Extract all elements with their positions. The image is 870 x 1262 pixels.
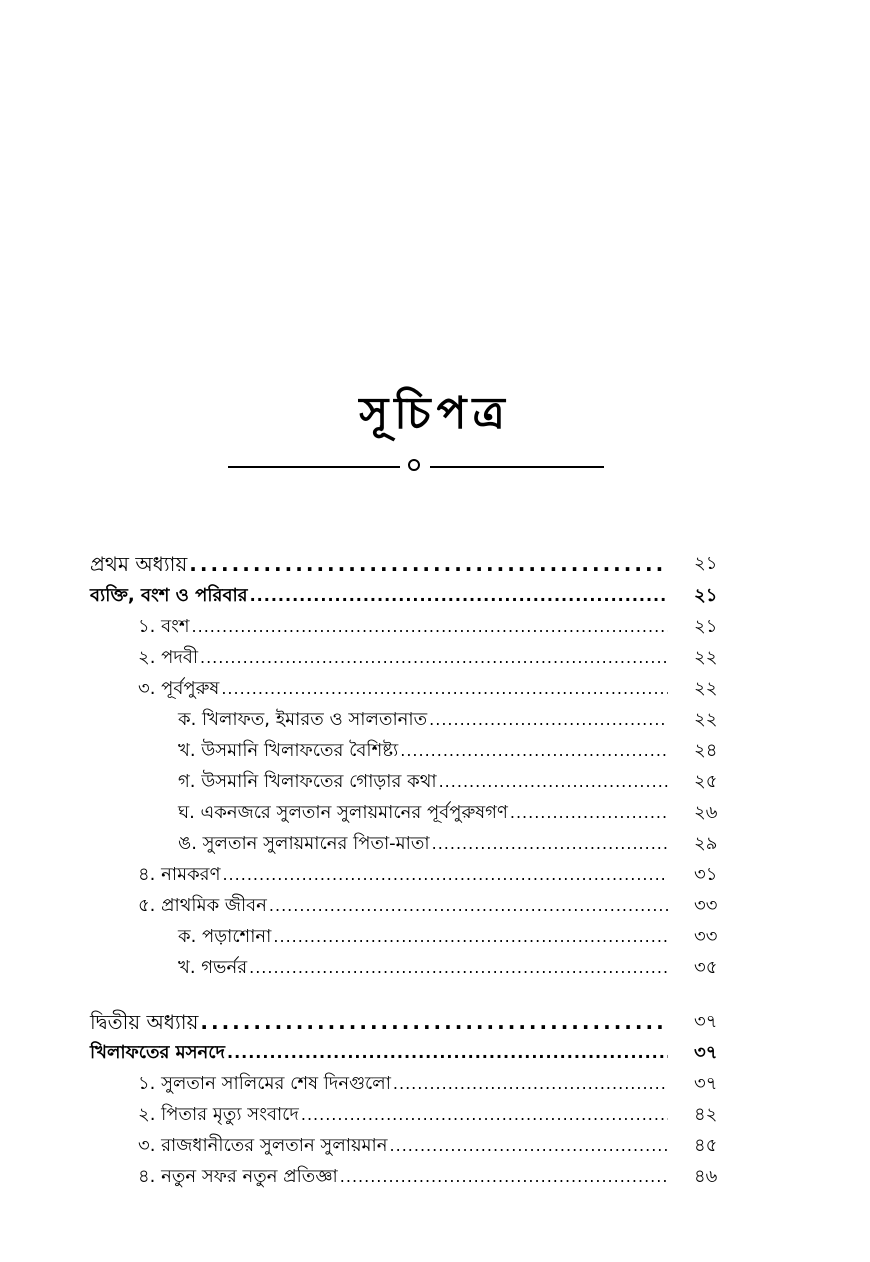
toc-entry[interactable] xyxy=(178,797,672,825)
title-divider xyxy=(228,458,604,474)
toc-entry-label: খ. উসমানি খিলাফতের বৈশিষ্ট্য xyxy=(178,740,399,761)
toc-page-number: ৩৫ xyxy=(694,957,718,978)
dot-leader xyxy=(249,956,668,980)
toc-section[interactable] xyxy=(90,580,672,608)
toc-entry-label: গ. উসমানি খিলাফতের গোড়ার কথা xyxy=(178,771,437,792)
toc-entry-label: ১. বংশ xyxy=(138,616,190,637)
toc-entry-label: ৪. নামকরণ xyxy=(138,864,221,885)
toc-chapter[interactable] xyxy=(90,548,672,576)
dot-leader xyxy=(429,708,668,732)
toc-entry-label: ক. খিলাফত, ইমারত ও সালতানাত xyxy=(178,709,428,730)
dot-leader xyxy=(439,770,668,794)
toc-page-number: ৪৫ xyxy=(694,1135,718,1156)
toc-entry[interactable] xyxy=(178,704,672,732)
toc-page-number: ২২ xyxy=(694,709,718,730)
toc-entry-label: দ্বিতীয় অধ্যায় xyxy=(90,1010,199,1034)
toc-entry-label: খ. গভর্নর xyxy=(178,957,248,978)
toc-entry[interactable] xyxy=(138,1068,672,1096)
toc-entry[interactable] xyxy=(138,1099,672,1127)
toc-page-number: ২২ xyxy=(694,678,718,699)
dot-leader xyxy=(200,1010,668,1034)
toc-page-number: ৩৭ xyxy=(694,1073,718,1094)
toc-entry-label: ৩. পূর্বপুরুষ xyxy=(138,678,220,699)
toc-entry[interactable] xyxy=(138,673,672,701)
toc-page-number: ২৫ xyxy=(694,771,718,792)
toc-entry-label: ক. পড়াশোনা xyxy=(178,926,272,947)
toc-entry-label: ব্যক্তি, বংশ ও পরিবার xyxy=(90,585,248,606)
dot-leader xyxy=(400,739,668,763)
dot-leader xyxy=(510,801,668,825)
toc-page-number: ৩৭ xyxy=(694,1011,718,1032)
toc-page-number: ২৯ xyxy=(694,833,718,854)
toc-page-number: ২১ xyxy=(694,616,718,637)
toc-entry-label: ঙ. সুলতান সুলায়মানের পিতা-মাতা xyxy=(178,833,430,854)
dot-leader xyxy=(393,1072,668,1096)
toc-entry[interactable] xyxy=(178,828,672,856)
divider-circle-icon xyxy=(408,459,420,471)
dot-leader xyxy=(269,894,668,918)
toc-page-number: ৩৩ xyxy=(694,895,718,916)
toc-entry-label: ৪. নতুন সফর নতুন প্রতিজ্ঞা xyxy=(138,1166,338,1187)
toc-page-number: ২৪ xyxy=(694,740,718,761)
toc-entry-label: ২. পদবী xyxy=(138,647,198,668)
toc-entry[interactable] xyxy=(178,952,672,980)
toc-page-number: ৩৩ xyxy=(694,926,718,947)
dot-leader xyxy=(250,584,668,608)
toc-entry-label: ১. সুলতান সালিমের শেষ দিনগুলো xyxy=(138,1073,391,1094)
dot-leader xyxy=(189,552,668,576)
dot-leader xyxy=(273,925,668,949)
dot-leader xyxy=(192,615,668,639)
toc-section[interactable] xyxy=(90,1037,672,1065)
toc-page-number: ২২ xyxy=(694,647,718,668)
toc-entry[interactable] xyxy=(138,859,672,887)
divider-line-right xyxy=(430,466,604,468)
toc-entry-label: খিলাফতের মসনদে xyxy=(90,1042,225,1063)
toc-entry[interactable] xyxy=(178,766,672,794)
page-title: সূচিপত্র xyxy=(359,388,511,439)
toc-entry[interactable] xyxy=(178,735,672,763)
dot-leader xyxy=(432,832,668,856)
toc-entry[interactable] xyxy=(138,1161,672,1189)
divider-line-left xyxy=(228,466,400,468)
toc-entry[interactable] xyxy=(138,611,672,639)
toc-page-number: ২৬ xyxy=(694,802,718,823)
toc-entry-label: ঘ. একনজরে সুলতান সুলায়মানের পূর্বপুরুষগণ xyxy=(178,802,508,823)
toc-page-number: ২১ xyxy=(694,553,718,574)
toc-page-number: ৪৬ xyxy=(694,1166,718,1187)
toc-entry[interactable] xyxy=(138,642,672,670)
toc-page-number: ৪২ xyxy=(694,1104,718,1125)
toc-entry[interactable] xyxy=(178,921,672,949)
toc-chapter[interactable] xyxy=(90,1006,672,1034)
dot-leader xyxy=(340,1165,668,1189)
toc-entry-label: প্রথম অধ্যায় xyxy=(90,552,188,576)
dot-leader xyxy=(301,1103,668,1127)
toc-entry-label: ৫. প্রাথমিক জীবন xyxy=(138,895,267,916)
toc-entry[interactable] xyxy=(138,890,672,918)
toc-page-number: ৩৭ xyxy=(694,1042,718,1063)
dot-leader xyxy=(222,863,668,887)
toc-page-number: ৩১ xyxy=(694,864,718,885)
dot-leader xyxy=(390,1134,668,1158)
toc-entry[interactable] xyxy=(138,1130,672,1158)
dot-leader xyxy=(221,677,668,701)
dot-leader xyxy=(227,1041,668,1065)
dot-leader xyxy=(200,646,668,670)
toc-entry-label: ৩. রাজধানীতের সুলতান সুলায়মান xyxy=(138,1135,388,1156)
toc-page-number: ২১ xyxy=(694,585,718,606)
toc-entry-label: ২. পিতার মৃত্যু সংবাদে xyxy=(138,1104,299,1125)
